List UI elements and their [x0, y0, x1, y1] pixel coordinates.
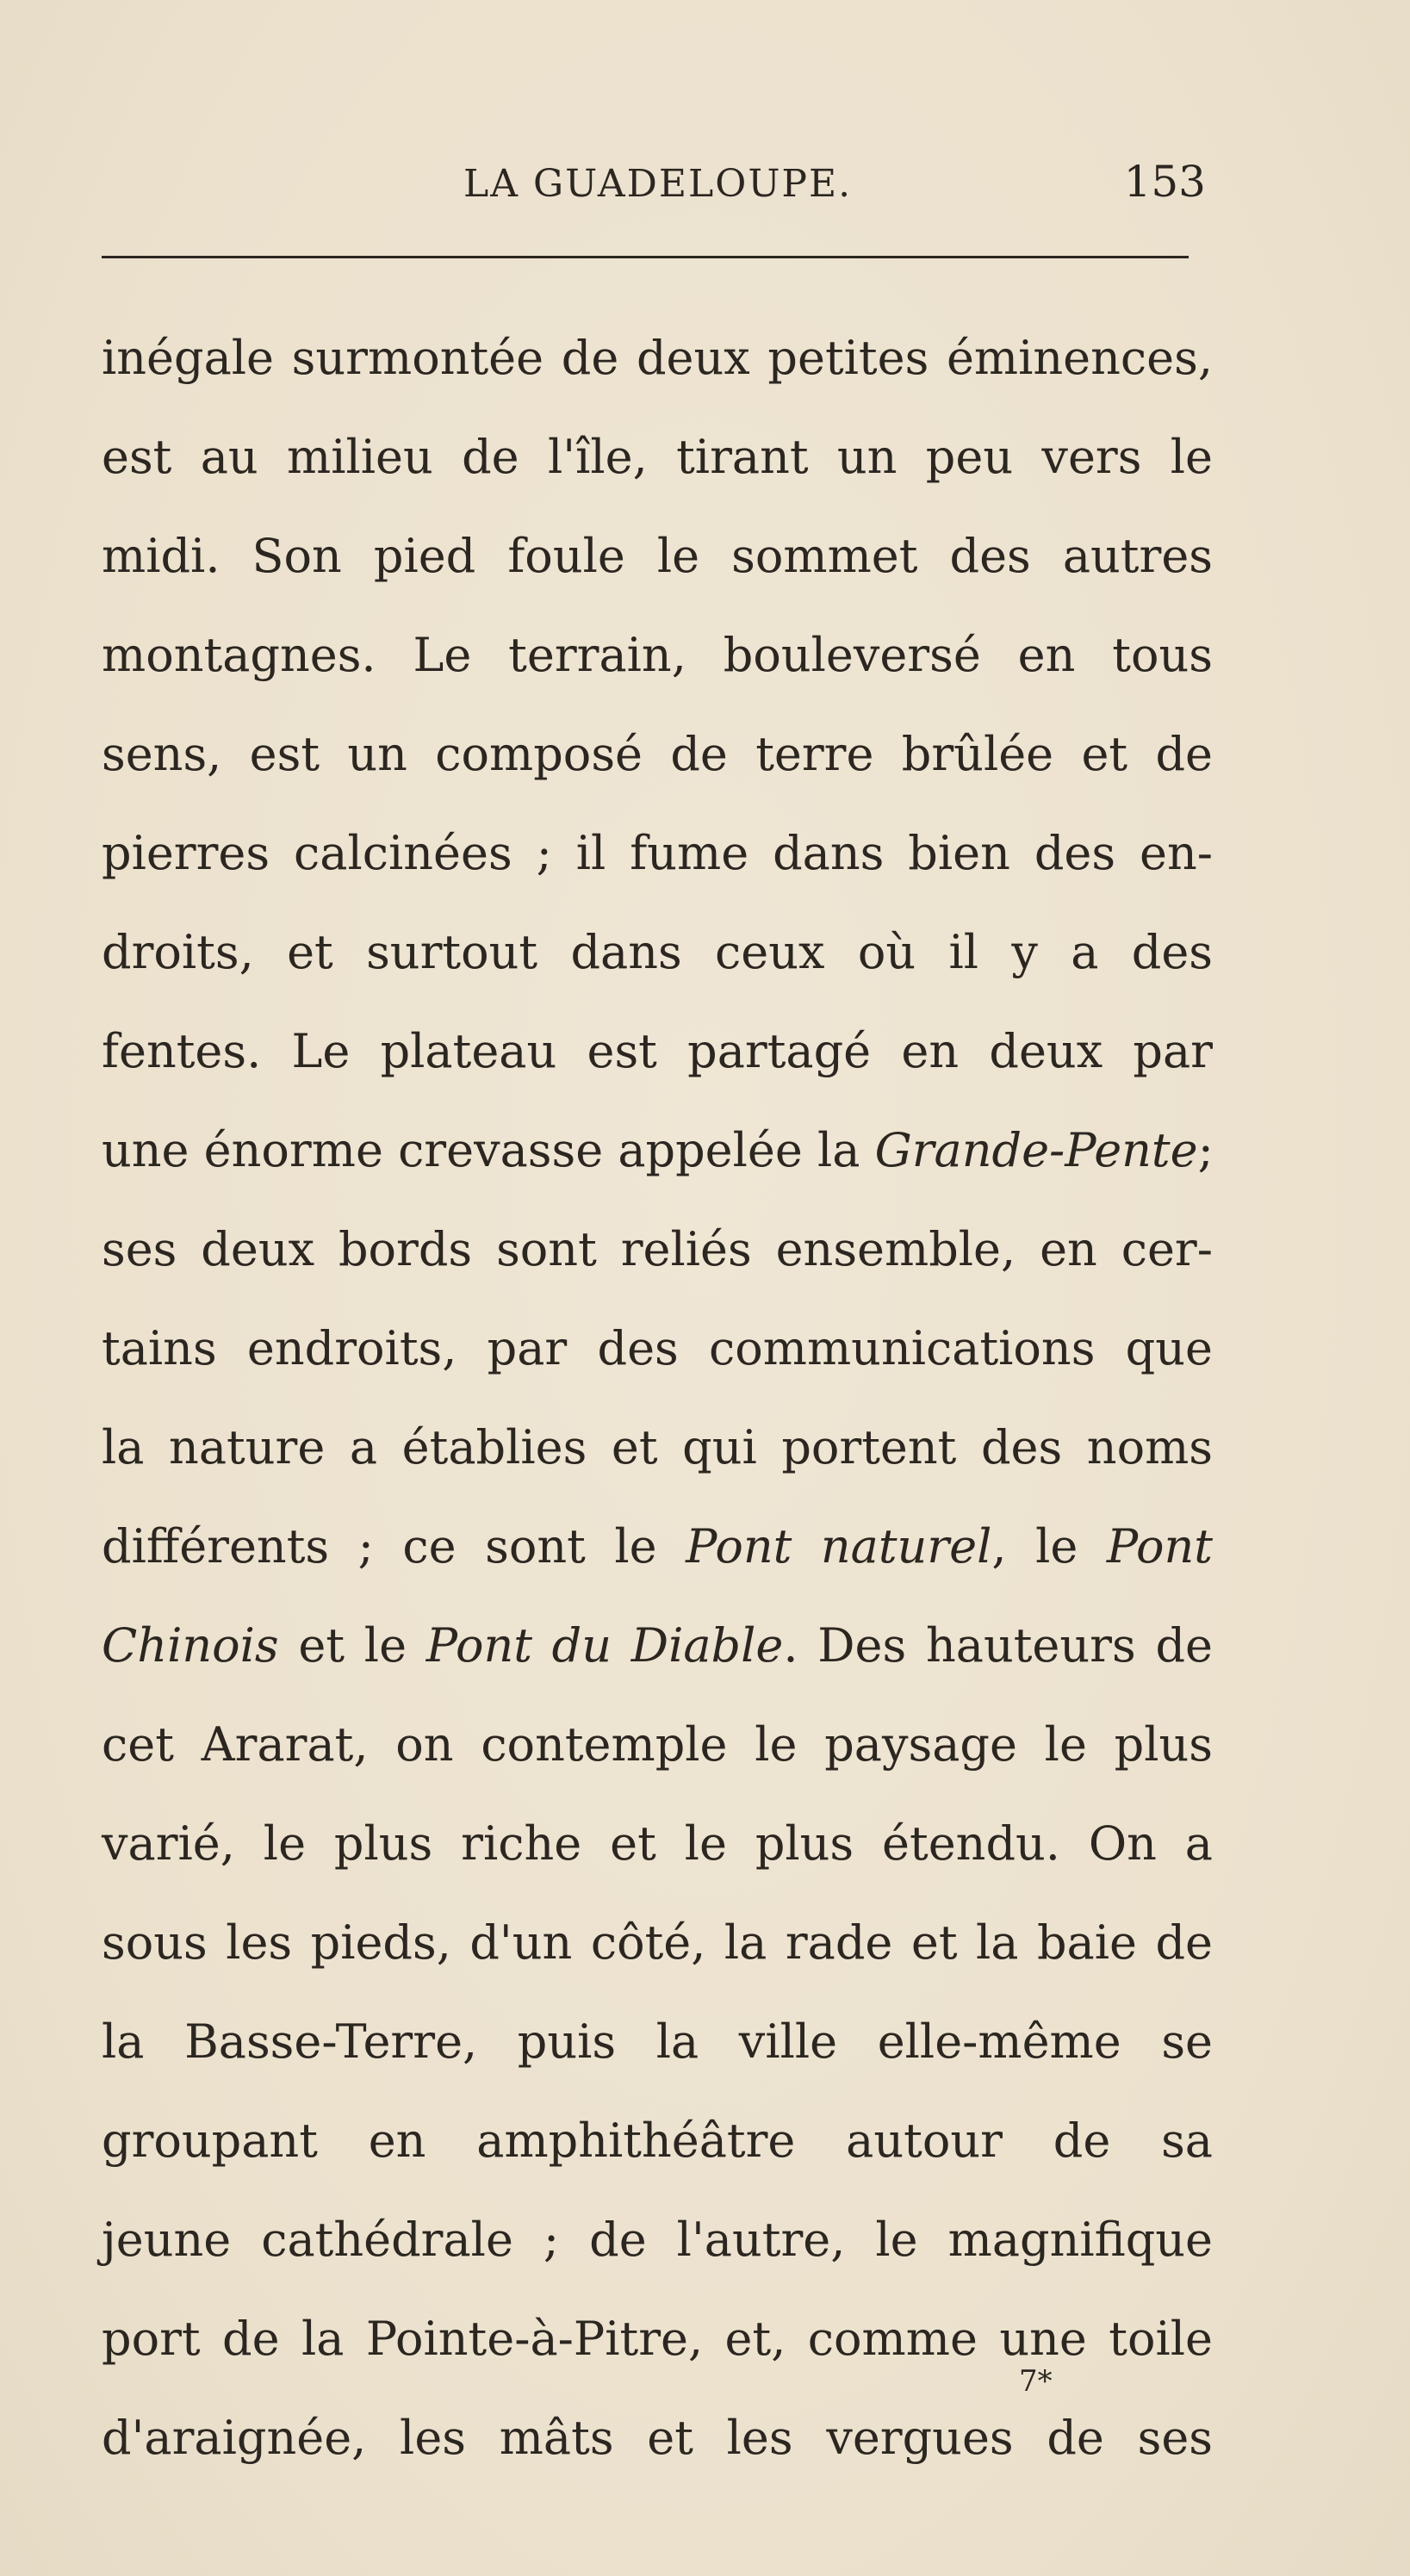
- text-line: [102, 1893, 1213, 1992]
- text-run: ;: [1197, 1123, 1214, 1177]
- text-run: fentes. Le plateau est partagé en deux par: [102, 1024, 1213, 1078]
- signature-mark: 7*: [1019, 2364, 1053, 2399]
- text-line: [102, 1695, 1213, 1794]
- text-line: [102, 1992, 1213, 2091]
- text-line: [102, 1794, 1213, 1893]
- text-run: pierres calcinées ; il fume dans bien des en-: [102, 826, 1213, 880]
- italic-run: Pont du Diable: [425, 1618, 784, 1673]
- text-run: , le: [991, 1519, 1107, 1574]
- text-run: midi. Son pied foule le sommet des autres: [102, 529, 1213, 583]
- text-run: cet Ararat, on contemple le paysage le plus: [102, 1717, 1213, 1772]
- text-run: est au milieu de l'île, tirant un peu vers le: [102, 430, 1213, 484]
- text-run: sous les pieds, d'un côté, la rade et la baie de: [102, 1915, 1213, 1970]
- text-line: [102, 605, 1213, 705]
- text-run: varié, le plus riche et le plus étendu. On a: [102, 1816, 1213, 1871]
- text-line: [102, 1101, 1213, 1200]
- text-line: [102, 2091, 1213, 2190]
- header-rule: [102, 256, 1189, 258]
- italic-run: Pont: [1106, 1519, 1213, 1574]
- text-run: d'araignée, les mâts et les vergues de ses: [102, 2411, 1213, 2465]
- text-line: [102, 1299, 1213, 1398]
- text-run: droits, et surtout dans ceux où il y a des: [102, 925, 1213, 979]
- text-run: la Basse-Terre, puis la ville elle-même se: [102, 2014, 1213, 2069]
- text-run: inégale surmontée de deux petites éminences,: [102, 331, 1213, 385]
- text-line: [102, 2190, 1213, 2289]
- running-title: LA GUADELOUPE.: [463, 162, 853, 206]
- page-number: 153: [1123, 157, 1206, 207]
- text-run: sens, est un composé de terre brûlée et de: [102, 727, 1213, 781]
- text-line: [102, 308, 1213, 407]
- text-line: [102, 1398, 1213, 1497]
- text-run: ses deux bords sont reliés ensemble, en cer-: [102, 1222, 1213, 1276]
- text-line: [102, 407, 1213, 506]
- text-line: [102, 1497, 1213, 1596]
- text-line: [102, 506, 1213, 605]
- text-run: . Des hauteurs de: [783, 1618, 1213, 1673]
- text-line: [102, 2388, 1213, 2487]
- text-run: tains endroits, par des communications que: [102, 1321, 1213, 1375]
- text-run: une énorme crevasse appelée la: [102, 1123, 875, 1177]
- page-header: [102, 157, 1204, 208]
- text-line: [102, 1200, 1213, 1299]
- text-run: port de la Pointe-à-Pitre, et, comme une toile: [102, 2312, 1213, 2366]
- text-run: groupant en amphithéâtre autour de sa: [102, 2114, 1213, 2168]
- text-run: différents ; ce sont le: [102, 1519, 686, 1574]
- italic-run: Chinois: [102, 1618, 279, 1673]
- text-line: [102, 903, 1213, 1002]
- italic-run: Pont naturel: [686, 1519, 992, 1574]
- text-run: et le: [278, 1618, 426, 1673]
- text-line: [102, 1596, 1213, 1695]
- text-line: [102, 804, 1213, 903]
- text-run: jeune cathédrale ; de l'autre, le magnifique: [102, 2213, 1213, 2267]
- text-run: la nature a établies et qui portent des noms: [102, 1420, 1213, 1474]
- text-line: [102, 705, 1213, 804]
- text-line: [102, 1002, 1213, 1101]
- body-text: [102, 308, 1213, 2487]
- text-run: montagnes. Le terrain, bouleversé en tous: [102, 628, 1213, 682]
- italic-run: Grande-Pente: [874, 1123, 1198, 1177]
